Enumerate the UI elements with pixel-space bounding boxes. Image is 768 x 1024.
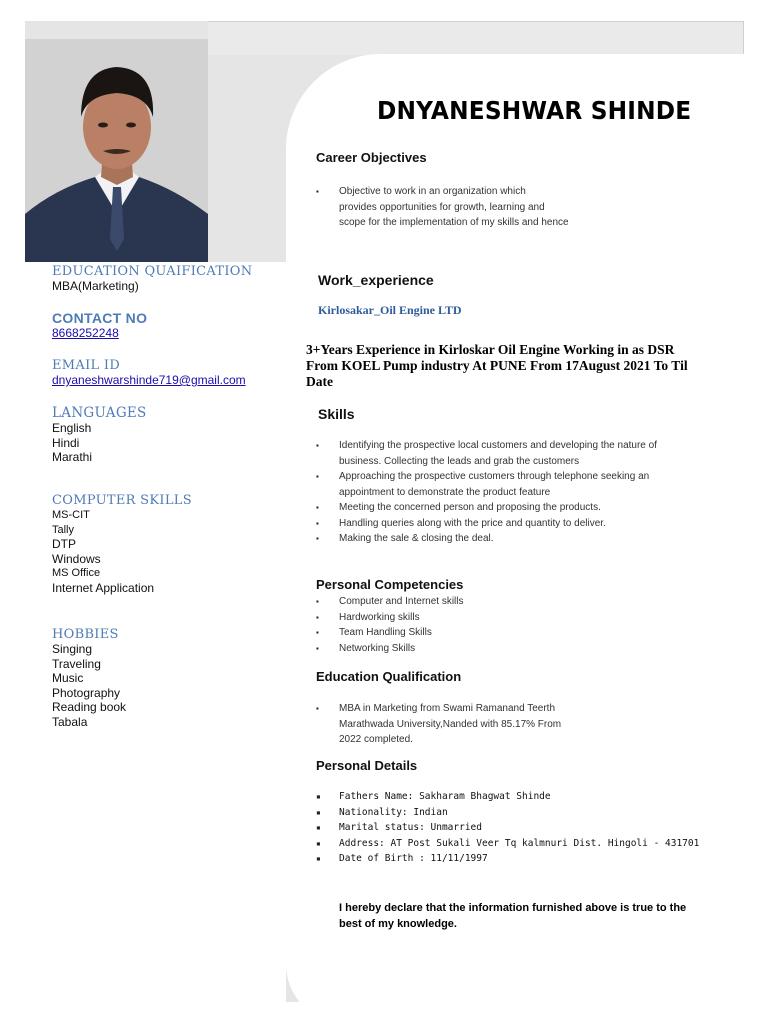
sidebar-contact-heading: CONTACT NO	[52, 310, 148, 326]
skill-line: appointment to demonstrate the product feature	[339, 486, 551, 498]
education-list	[316, 701, 561, 748]
list-item: ▪ Marital status: Unmarried	[316, 820, 699, 836]
hobby-item: Music	[52, 671, 84, 685]
language-item: Marathi	[52, 450, 93, 464]
skill-line: Approaching the prospective customers through telephone seeking an	[339, 471, 650, 482]
language-item: Hindi	[52, 435, 80, 450]
list-item	[316, 469, 657, 500]
list-item	[316, 500, 657, 516]
computer-skill-item: DTP	[52, 537, 76, 551]
sidebar-hobbies-heading: HOBBIES	[52, 627, 119, 642]
language-item: English	[52, 421, 92, 435]
sidebar-contact	[52, 310, 147, 340]
declaration	[339, 901, 699, 932]
candidate-name: DNYANESHWAR SHINDE	[377, 96, 692, 125]
phone-link[interactable]: 8668252248	[52, 326, 119, 340]
experience-line: 3+Years Experience in Kirloskar Oil Engine Working in as DSR	[306, 342, 675, 357]
list-item: ▪ Computer and Internet skills	[316, 594, 464, 610]
skill-line: Meeting the concerned person and proposing the products.	[339, 502, 601, 513]
education-qualification-heading: Education Qualification	[316, 669, 462, 684]
list-item: ▪ Address: AT Post Sukali Veer Tq kalmnuri Dist. Hingoli - 431701	[316, 836, 699, 852]
experience-line: From KOEL Pump industry At PUNE From 17August 2021 To Til	[306, 358, 688, 373]
sidebar-computer-skills	[52, 493, 192, 595]
computer-skill-item: MS Office	[52, 567, 101, 579]
experience-line: Date	[306, 374, 333, 389]
work-experience-heading: Work_experience	[318, 272, 434, 288]
list-item	[316, 184, 569, 231]
list-item	[316, 531, 657, 547]
personal-details-heading: Personal Details	[316, 758, 418, 773]
sidebar-email-heading: EMAIL ID	[52, 358, 121, 373]
header-strip	[208, 21, 744, 55]
career-line: Objective to work in an organization which	[339, 186, 526, 197]
sidebar-languages-heading: LANGUAGES	[52, 405, 147, 421]
skill-line: business. Collecting the leads and grab the customers	[339, 455, 580, 467]
career-objectives-list	[316, 184, 569, 231]
computer-skill-item: Tally	[52, 523, 75, 536]
list-item: ▪ Networking Skills	[316, 641, 464, 657]
list-item	[316, 438, 657, 469]
education-line: 2022 completed.	[339, 734, 413, 745]
declaration-line: best of my knowledge.	[339, 917, 457, 930]
personal-competencies-heading: Personal Competencies	[316, 577, 464, 592]
computer-skill-item: Windows	[52, 551, 101, 566]
email-link[interactable]: dnyaneshwarshinde719@gmail.com	[52, 373, 246, 387]
sidebar-education-value: MBA(Marketing)	[52, 279, 139, 293]
list-item: ▪ Team Handling Skills	[316, 625, 464, 641]
hobby-item: Traveling	[52, 656, 101, 671]
declaration-line: I hereby declare that the information furnished above is true to the	[339, 902, 687, 914]
company-name: Kirlosakar_Oil Engine LTD	[318, 303, 462, 317]
experience-summary	[306, 342, 726, 390]
education-line: Marathwada University,Nanded with 85.17% From	[339, 718, 562, 730]
competencies-list	[316, 594, 464, 656]
hobby-item: Reading book	[52, 700, 127, 714]
career-objectives-heading: Career Objectives	[316, 150, 427, 165]
list-item	[316, 701, 561, 748]
list-item: ▪ Date of Birth : 11/11/1997	[316, 851, 699, 867]
sidebar-computer-skills-heading: COMPUTER SKILLS	[52, 493, 192, 508]
skills-heading: Skills	[318, 406, 355, 422]
list-item: ▪ Hardworking skills	[316, 610, 464, 626]
sidebar-education-heading: EDUCATION QUAIFICATION	[52, 264, 253, 279]
career-line: provides opportunities for growth, learning and	[339, 201, 545, 213]
career-line: scope for the implementation of my skills and hence	[339, 217, 569, 228]
sidebar-education	[52, 264, 252, 294]
hobby-item: Singing	[52, 642, 93, 656]
sidebar-hobbies	[52, 627, 126, 729]
skills-list	[316, 438, 657, 547]
profile-photo	[25, 39, 208, 262]
skill-line: Making the sale & closing the deal.	[339, 533, 494, 544]
hobby-item: Tabala	[52, 714, 88, 729]
skill-line: Identifying the prospective local customers and developing the nature of	[339, 440, 657, 451]
computer-skill-item: MS-CIT	[52, 509, 90, 521]
skill-line: Handling queries along with the price and quantity to deliver.	[339, 517, 606, 529]
list-item	[316, 516, 657, 532]
list-item: ▪ Fathers Name: Sakharam Bhagwat Shinde	[316, 789, 699, 805]
education-line: MBA in Marketing from Swami Ramanand Teerth	[339, 703, 556, 714]
list-item: ▪ Nationality: Indian	[316, 805, 699, 821]
hobby-item: Photography	[52, 685, 121, 700]
personal-details-list	[316, 789, 699, 867]
computer-skill-item: Internet Application	[52, 580, 155, 595]
sidebar-languages	[52, 405, 147, 465]
sidebar-email	[52, 358, 246, 387]
